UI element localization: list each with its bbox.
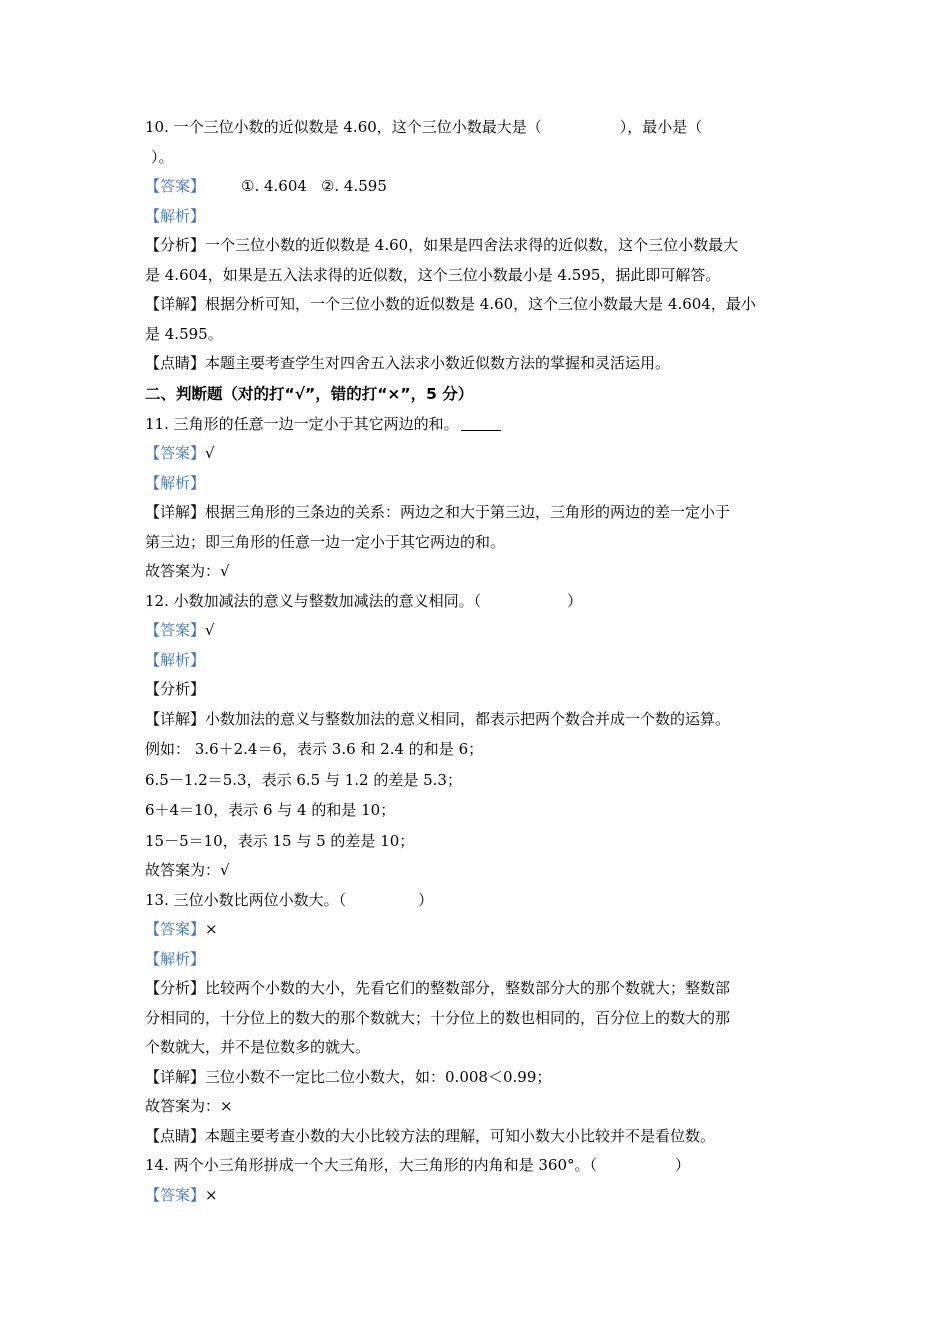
answer-tag: 【答案】 xyxy=(145,920,206,938)
question-12-conclusion: 故答案为：√ xyxy=(145,861,230,879)
fenxi-tag: 【分析】 xyxy=(145,979,206,997)
question-10-stem-a: 10. 一个三位小数的近似数是 4.60，这个三位小数最大是（ xyxy=(145,118,542,136)
question-11-stem-text: 11. 三角形的任意一边一定小于其它两边的和。 xyxy=(145,414,459,433)
question-12-stem-b: ） xyxy=(567,591,583,610)
xiangjie-tag: 【详解】 xyxy=(145,709,206,728)
fenxi-text: 是 4.604，如果是五入法求得的近似数，这个三位小数最小是 4.595，据此即可解答。 xyxy=(145,265,721,284)
dianjing-tag: 【点睛】 xyxy=(145,354,206,372)
question-11-xiangjie-1 xyxy=(145,498,810,528)
dianjing-text: 本题主要考查小数的大小比较方法的理解，可知小数大小比较并不是看位数。 xyxy=(205,1126,716,1145)
xiangjie-tag: 【详解】 xyxy=(145,1067,206,1086)
xiangjie-text: 是 4.595。 xyxy=(145,324,223,343)
question-14-stem-a: 14. 两个小三角形拼成一个大三角形，大三角形的内角和是 360°。（ xyxy=(145,1156,598,1174)
fenxi-text: 一个三位小数的近似数是 4.60，如果是四舍法求得的近似数，这个三位小数最大 xyxy=(205,236,739,254)
question-12-stem-a: 12. 小数加减法的意义与整数加减法的意义相同。（ xyxy=(145,591,482,610)
question-11-xiangjie-2 xyxy=(145,528,810,558)
analysis-tag: 【解析】 xyxy=(145,473,206,492)
answer-value: √ xyxy=(205,621,215,639)
question-12-stem xyxy=(145,587,810,617)
dianjing-text: 本题主要考查学生对四舍五入法求小数近似数方法的掌握和灵活运用。 xyxy=(205,354,671,372)
question-12-jiexi xyxy=(145,646,810,676)
answer-2: ②. 4.595 xyxy=(320,177,387,195)
question-10-fenxi-1 xyxy=(145,231,810,261)
document-page xyxy=(145,113,810,1210)
answer-1: ①. 4.604 xyxy=(241,177,307,195)
question-13-xiangjie xyxy=(145,1063,810,1093)
question-10-dianjing xyxy=(145,349,810,379)
question-13-conclusion: 故答案为：× xyxy=(145,1097,233,1115)
question-10-stem-c: ）。 xyxy=(151,147,174,166)
question-12-example-3: 6＋4＝10，表示 6 与 4 的和是 10； xyxy=(145,801,396,819)
question-13-fenxi-1 xyxy=(145,974,810,1004)
question-10-jiexi xyxy=(145,202,810,232)
question-10-stem xyxy=(145,113,810,143)
question-13-stem-b: ） xyxy=(418,890,434,909)
question-12-fenxi xyxy=(145,675,810,705)
xiangjie-text: 小数加法的意义与整数加法的意义相同，都表示把两个数合并成一个数的运算。 xyxy=(205,709,731,728)
analysis-tag: 【解析】 xyxy=(145,650,206,669)
question-12-xiangjie xyxy=(145,705,810,735)
question-13-answer xyxy=(145,915,810,945)
question-11-stem xyxy=(145,410,810,440)
question-13-fenxi-2: 分相同的，十分位上的数大的那个数就大；十分位上的数也相同的，百分位上的数大的那 xyxy=(145,1008,731,1027)
question-11-conclusion: 故答案为：√ xyxy=(145,562,230,580)
answer-value: × xyxy=(205,920,218,938)
xiangjie-tag: 【详解】 xyxy=(145,295,206,313)
xiangjie-text: 根据三角形的三条边的关系：两边之和大于第三边，三角形的两边的差一定小于 xyxy=(205,503,731,521)
question-13-jiexi xyxy=(145,945,810,975)
question-10-stem-b: ），最小是（ xyxy=(619,118,703,136)
question-10-answer xyxy=(145,172,810,202)
question-11-jiexi xyxy=(145,469,810,499)
question-14-stem-b: ） xyxy=(675,1156,691,1174)
question-10-stem-cont xyxy=(145,143,810,173)
fenxi-tag: 【分析】 xyxy=(145,680,206,698)
xiangjie-tag: 【详解】 xyxy=(145,503,206,521)
question-12-answer xyxy=(145,616,810,646)
answer-blank-line xyxy=(461,414,501,431)
question-13-stem-a: 13. 三位小数比两位小数大。（ xyxy=(145,890,347,909)
xiangjie-text: 根据分析可知，一个三位小数的近似数是 4.60，这个三位小数最大是 4.604，最小 xyxy=(205,295,756,313)
answer-value: √ xyxy=(205,444,215,462)
question-14-answer xyxy=(145,1181,810,1211)
question-13-stem xyxy=(145,886,810,916)
xiangjie-text: 三位小数不一定比二位小数大，如：0.008＜0.99； xyxy=(205,1067,552,1086)
question-13-dianjing xyxy=(145,1122,810,1152)
dianjing-tag: 【点睛】 xyxy=(145,1126,206,1145)
answer-tag: 【答案】 xyxy=(145,444,206,462)
question-14-stem xyxy=(145,1151,810,1181)
question-12-example-4: 15－5＝10，表示 15 与 5 的差是 10； xyxy=(145,831,415,850)
xiangjie-text: 第三边；即三角形的任意一边一定小于其它两边的和。 xyxy=(145,532,506,551)
question-11-answer xyxy=(145,439,810,469)
answer-tag: 【答案】 xyxy=(145,1185,206,1204)
section-heading: 二、判断题（对的打“√”，错的打“×”，5 分） xyxy=(145,384,474,403)
question-10-fenxi-2 xyxy=(145,261,810,291)
analysis-tag: 【解析】 xyxy=(145,206,206,225)
answer-value: × xyxy=(205,1185,218,1204)
question-13-fenxi-3: 个数就大，并不是位数多的就大。 xyxy=(145,1038,371,1056)
question-10-xiangjie-1 xyxy=(145,290,810,320)
fenxi-text: 比较两个小数的大小，先看它们的整数部分，整数部分大的那个数就大；整数部 xyxy=(205,979,731,997)
analysis-tag: 【解析】 xyxy=(145,949,206,968)
question-12-example-1: 例如： 3.6＋2.4＝6，表示 3.6 和 2.4 的和是 6； xyxy=(145,740,484,758)
question-12-example-2: 6.5－1.2＝5.3，表示 6.5 与 1.2 的差是 5.3； xyxy=(145,770,462,789)
fenxi-tag: 【分析】 xyxy=(145,236,206,254)
answer-tag: 【答案】 xyxy=(145,177,206,195)
question-10-xiangjie-2 xyxy=(145,320,810,350)
answer-tag: 【答案】 xyxy=(145,621,206,639)
